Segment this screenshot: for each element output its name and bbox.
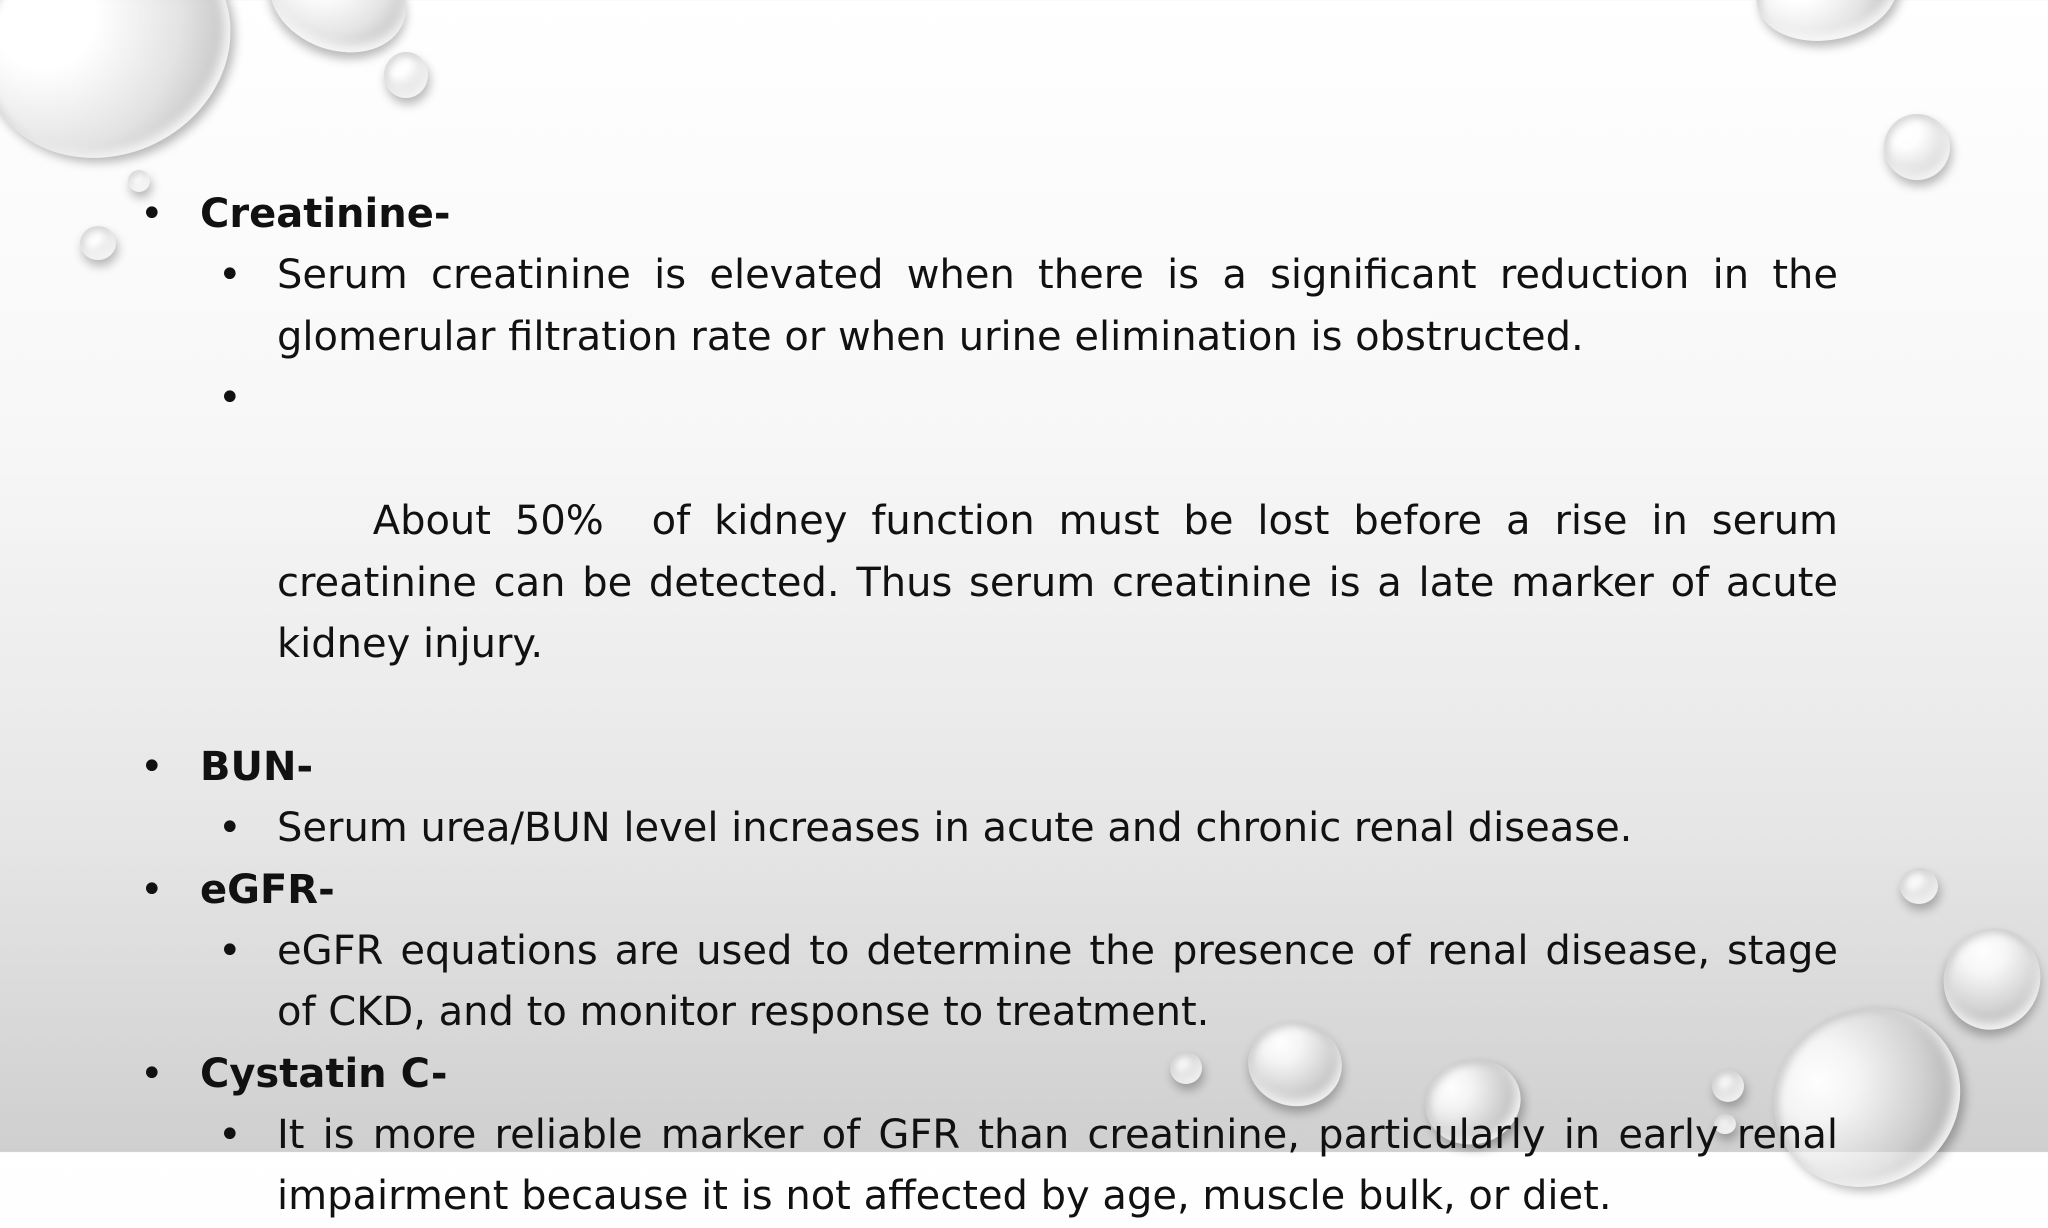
bullet-point	[140, 245, 1838, 368]
section-heading-creatinine	[140, 184, 1838, 245]
bullet-point	[140, 921, 1838, 1044]
bullet-text: About 50% of kidney function must be lost before a rise in serum creatinine can be detected. Thus serum creatinine is a late marker of acute kidney injury.	[277, 498, 1851, 667]
bullet-text: eGFR equations are used to determine the presence of renal disease, stage of CKD, and to monitor response to treatment.	[277, 927, 1838, 1035]
water-drop-decoration	[1749, 0, 1905, 52]
bullet-icon: •	[218, 375, 242, 421]
bullet-icon: •	[140, 1050, 164, 1097]
bullet-icon: •	[218, 252, 242, 298]
bullet-icon: •	[218, 1111, 242, 1158]
water-drop-decoration	[1929, 915, 2048, 1044]
bullet-icon: •	[140, 744, 164, 790]
bullet-icon: •	[218, 805, 242, 851]
bullet-text: It is more reliable marker of GFR than creatinine, particularly in early renal impairment because it is not affected by age, muscle bulk, or diet.	[277, 1111, 1838, 1219]
water-drop-decoration	[384, 52, 428, 98]
section-heading-egfr	[140, 860, 1838, 921]
water-drop-decoration	[0, 0, 269, 198]
section-heading-bun	[140, 737, 1838, 798]
bullet-icon: •	[218, 927, 242, 974]
heading-text: Creatinine-	[200, 191, 451, 237]
bullet-point	[140, 368, 1851, 737]
heading-text: Cystatin C-	[200, 1050, 448, 1097]
section-heading-cystatin-c	[140, 1044, 1838, 1105]
water-drop-decoration	[80, 226, 116, 260]
water-drop-decoration	[1900, 868, 1938, 904]
slide-body	[140, 184, 1851, 1228]
water-drop-decoration	[1884, 114, 1950, 180]
bullet-icon: •	[140, 866, 164, 913]
bullet-text: Serum urea/BUN level increases in acute and chronic renal disease.	[277, 805, 1633, 851]
bullet-point	[140, 1105, 1838, 1228]
heading-text: eGFR-	[200, 866, 335, 913]
bullet-point	[140, 798, 1838, 860]
bullet-text: Serum creatinine is elevated when there is a significant reduction in the glomerular filtration rate or when urine elimination is obstructed.	[277, 252, 1838, 360]
heading-text: BUN-	[200, 744, 314, 790]
bullet-icon: •	[140, 191, 164, 237]
